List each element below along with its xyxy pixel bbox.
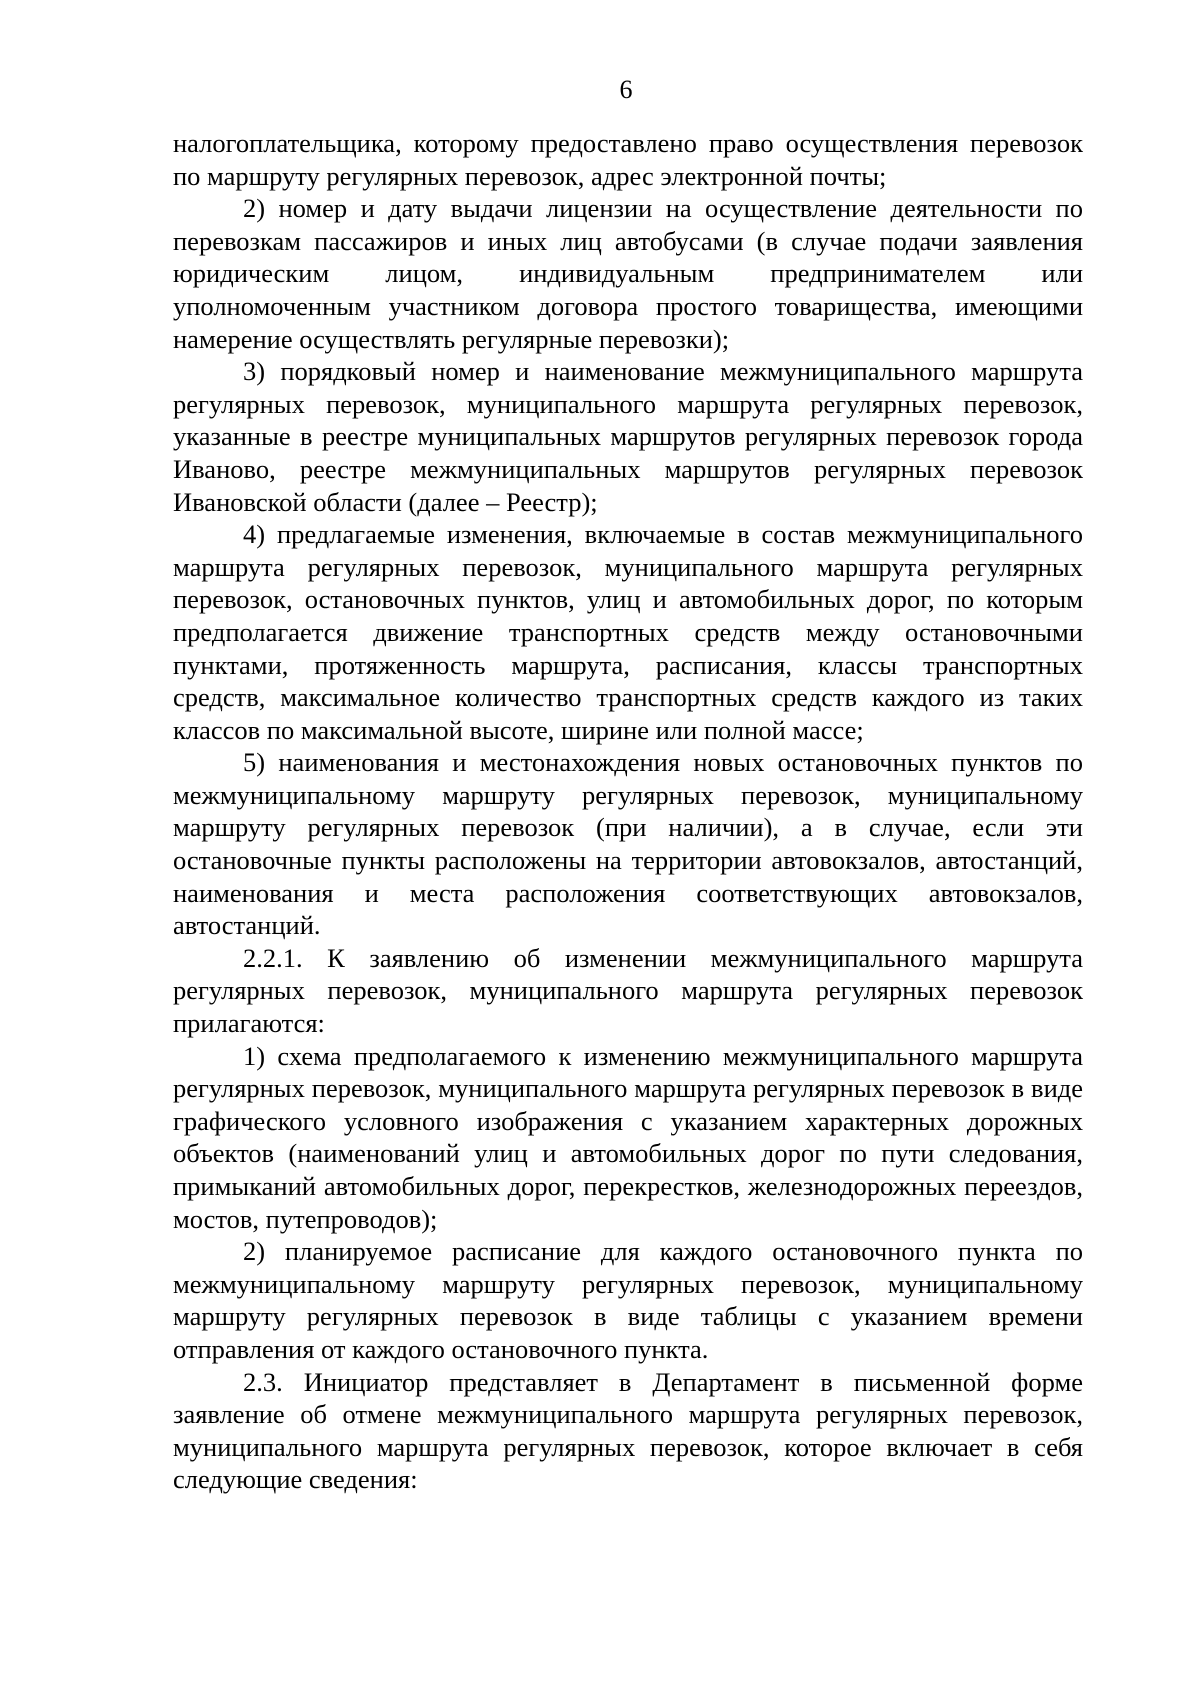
paragraph-attachment-2: 2) планируемое расписание для каждого остановочного пункта по межмуниципальному маршруту регулярных перевозок, муниципальному маршруту регулярных перевозок в виде таблицы с указанием времени отправления от каждого остановочного пункта. xyxy=(173,1236,1083,1364)
paragraph-item-5: 5) наименования и местонахождения новых остановочных пунктов по межмуниципальному маршруту регулярных перевозок, муниципальному маршруту регулярных перевозок (при наличии), а в случае, если эти остановочные пункты расположены на территории автовокзалов, автостанций, наименования и места расположения соответствующих автовокзалов, автостанций. xyxy=(173,747,1083,941)
paragraph-2-3: 2.3. Инициатор представляет в Департамент в письменной форме заявление об отмене межмуниципального маршрута регулярных перевозок, муниципального маршрута регулярных перевозок, которое включает в себя следующие сведения: xyxy=(173,1366,1083,1495)
document-body xyxy=(173,127,1083,1496)
paragraph-attachment-1: 1) схема предполагаемого к изменению межмуниципального маршрута регулярных перевозок, муниципального маршрута регулярных перевозок в виде графического условного изображения с указанием характерных дорожных объектов (наименований улиц и автомобильных дорог по пути следования, примыканий автомобильных дорог, перекрестков, железнодорожных переездов, мостов, путепроводов); xyxy=(173,1040,1083,1234)
paragraph-continuation: налогоплательщика, которому предоставлено право осуществления перевозок по маршруту регулярных перевозок, адрес электронной почты; xyxy=(173,128,1083,191)
paragraph-item-2: 2) номер и дату выдачи лицензии на осуществление деятельности по перевозкам пассажиров и иных лиц автобусами (в случае подачи заявления юридическим лицом, индивидуальным предпринимателем или уполномоченным участником договора простого товарищества, имеющими намерение осуществлять регулярные перевозки); xyxy=(173,193,1083,354)
paragraph-item-3: 3) порядковый номер и наименование межмуниципального маршрута регулярных перевозок, муниципального маршрута регулярных перевозок, указанные в реестре муниципальных маршрутов регулярных перевозок города Иваново, реестре межмуниципальных маршрутов регулярных перевозок Ивановской области (далее – Реестр); xyxy=(173,356,1083,517)
paragraph-2-2-1: 2.2.1. К заявлению об изменении межмуниципального маршрута регулярных перевозок, муниципального маршрута регулярных перевозок прилагаются: xyxy=(173,942,1083,1039)
page-number: 6 xyxy=(619,75,633,104)
paragraph-item-4: 4) предлагаемые изменения, включаемые в состав межмуниципального маршрута регулярных перевозок, муниципального маршрута регулярных перевозок, остановочных пунктов, улиц и автомобильных дорог, по которым предполагается движение транспортных средств между остановочными пунктами, протяженность маршрута, расписания, классы транспортных средств, максимальное количество транспортных средств каждого из таких классов по максимальной высоте, ширине или полной массе; xyxy=(173,519,1083,745)
